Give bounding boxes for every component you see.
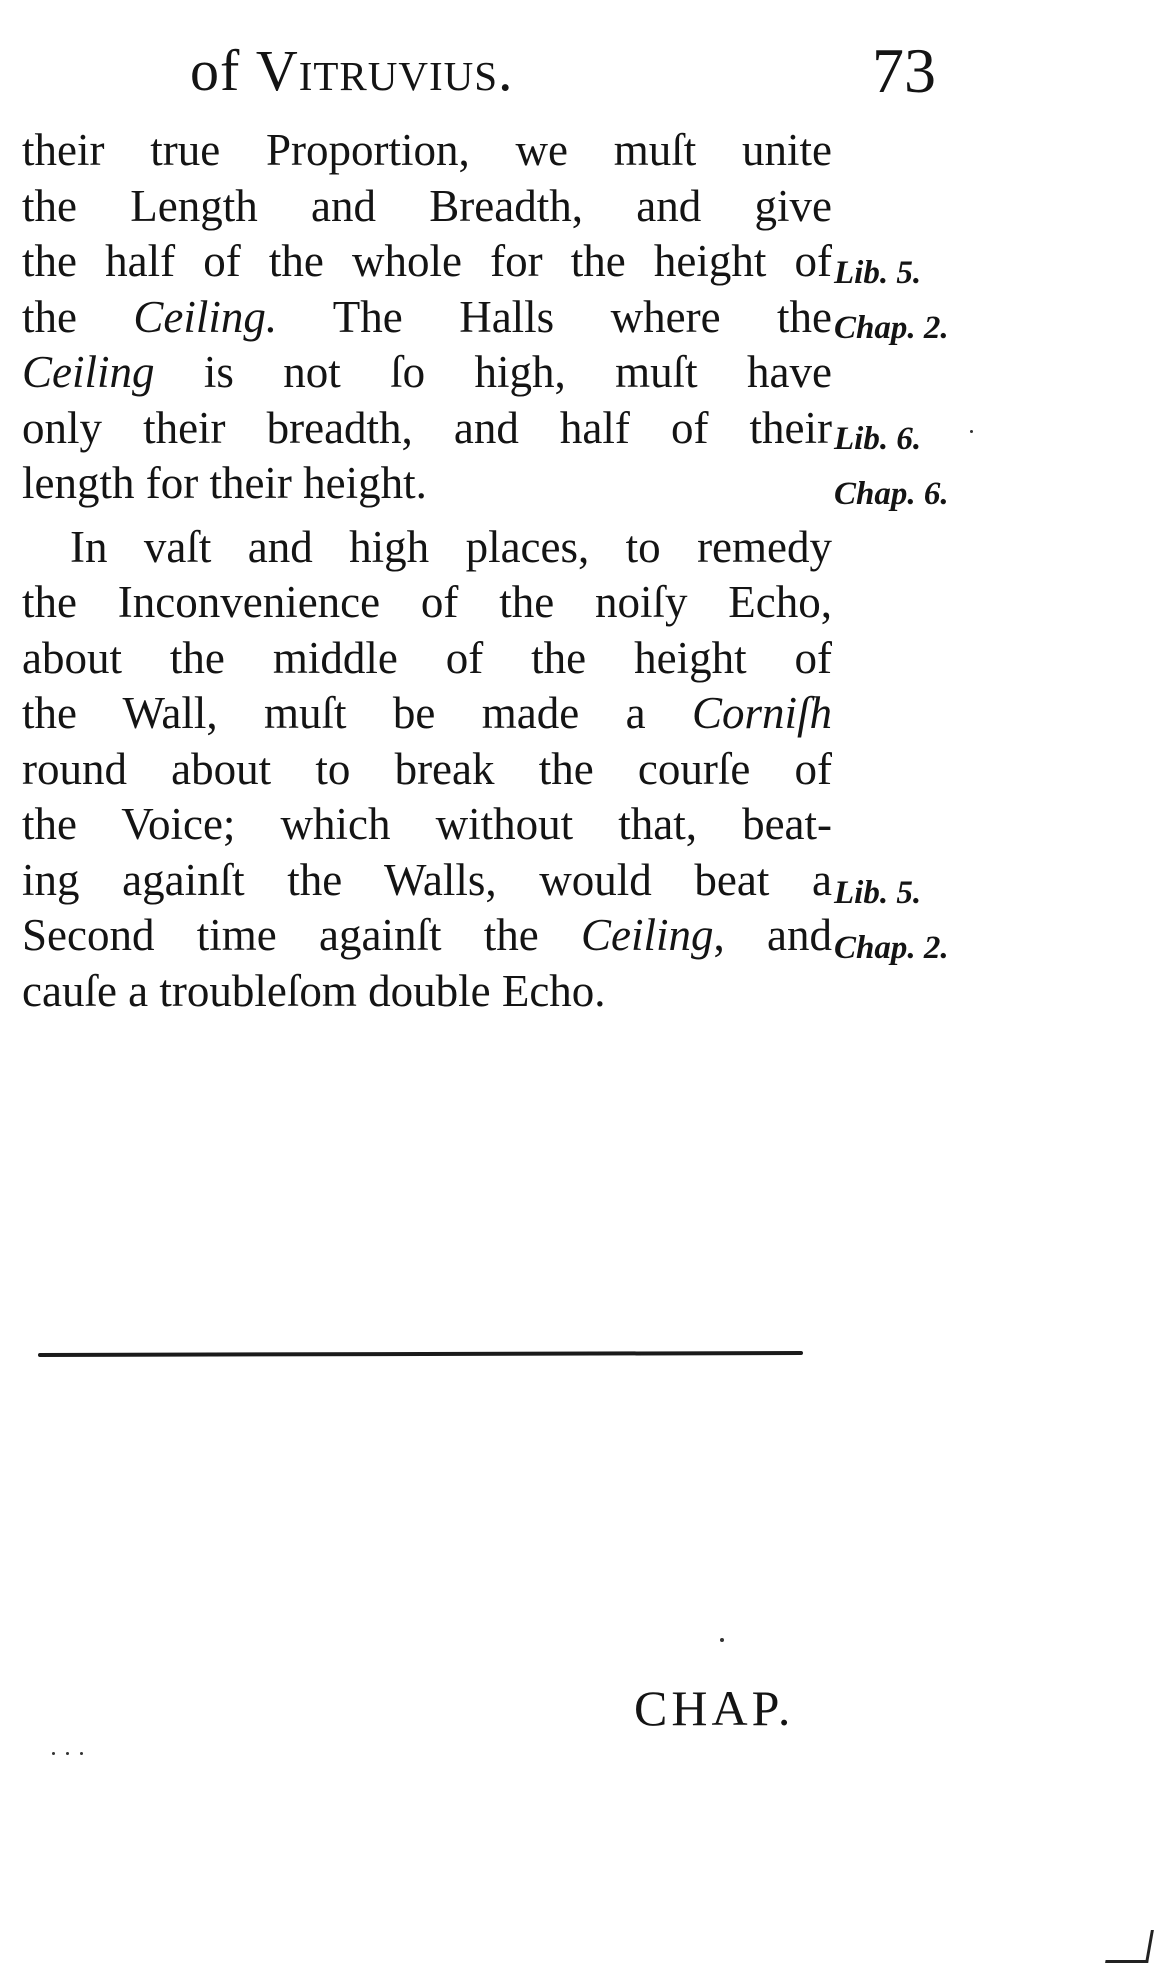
text-fragment: The Halls where the [277,291,832,342]
text-line: about the middle of the height of [22,632,832,683]
margin-note-lib: Lib. 5. [834,875,922,911]
page-corner-mark [1105,1930,1154,1963]
print-speck [80,1752,83,1755]
text-fragment: the Wall, muſt be made a [22,688,692,738]
body-text [22,123,832,1019]
italic-term: Ceiling [22,347,155,397]
text-line: the Inconvenience of the noiſy Echo, [22,577,832,627]
text-line: the Length and Breadth, and give [22,180,832,231]
italic-term: Corniſh [691,688,832,738]
print-speck [66,1752,69,1755]
text-line [22,686,832,742]
text-line [22,908,832,964]
catchword: CHAP. [634,1680,795,1736]
text-line: round about to break the courſe of [22,743,832,794]
print-speck [720,1638,724,1642]
margin-note-lib: Lib. 6. [834,421,922,457]
running-title-prefix: of [190,38,256,103]
text-line: cauſe a troubleſom double Echo. [22,965,606,1016]
margin-note-lib: Lib. 5. [834,255,922,291]
running-title-author: Vitruvius. [255,38,514,103]
running-head [0,26,1157,116]
text-fragment: is not ſo high, muſt have [154,347,832,397]
running-title [190,26,514,116]
text-fragment: the [22,291,134,342]
text-line: In vaſt and high places, to remedy [70,521,832,572]
italic-term: Ceiling. [133,291,278,342]
text-line [22,290,832,346]
text-line: the Voice; which without that, beat- [22,799,832,849]
text-line: length for their height. [22,458,427,508]
italic-term: Ceiling [580,910,714,960]
page-number: 73 [872,35,936,106]
text-line: their true Proportion, we muſt unite [22,125,832,175]
text-line: ing againſt the Walls, would beat a [22,854,832,905]
print-speck [52,1752,55,1755]
margin-note-chap: Chap. 2. [834,310,949,346]
text-line: the half of the whole for the height of [22,236,832,286]
text-line [22,345,832,401]
margin-note-chap: Chap. 6. [834,476,949,512]
margin-note-chap: Chap. 2. [834,930,949,966]
text-fragment: Second time againſt the [22,910,581,960]
text-fragment: , and [713,910,832,960]
paragraph-proportion [22,123,832,512]
section-rule [38,1351,803,1357]
paragraph-echo [22,520,832,1020]
print-speck [970,430,973,433]
text-line: only their breadth, and half of their [22,402,832,453]
